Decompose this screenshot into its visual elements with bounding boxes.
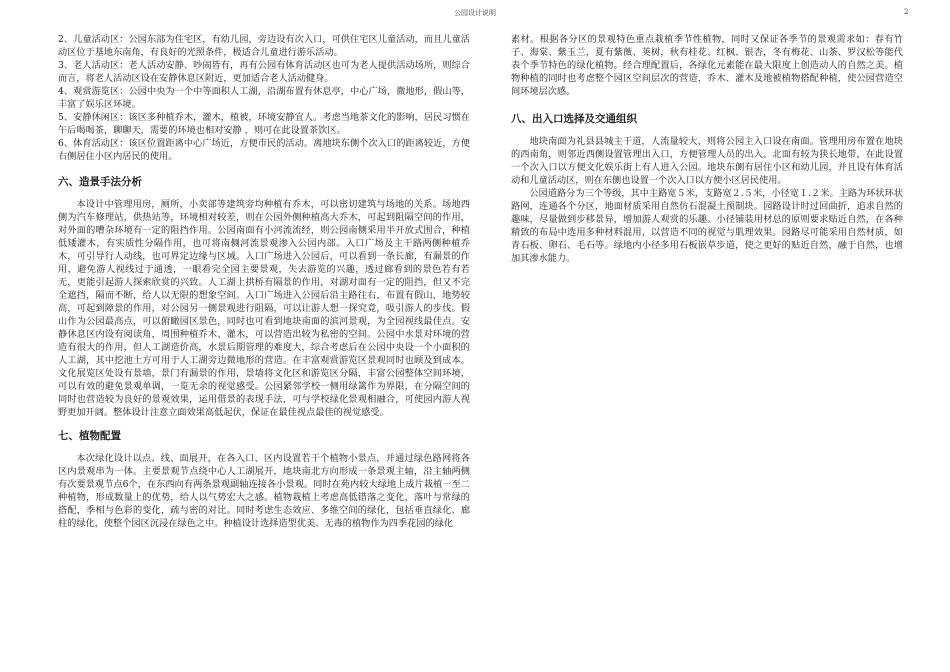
page-number: 2 xyxy=(904,8,909,16)
zone-item-sports: 6、体育活动区：该区位置距离中心广场近，方便市民的活动。离地块东侧个次入口的距离较近，方便右侧居住小区内居民的使用。 xyxy=(58,138,470,162)
section-body-road-system: 公园道路分为三个等级，其中主路宽５米，支路宽２.５米，小径宽１.２米。主路为环状环状路网，连通各个分区，地面材质采用自然仿石混凝土预制块。园路设计时过回曲折，追求自然的趣味，尽量做到步移景异，增加游人观赏的乐趣。小径铺装用材总的原则要求贴近自然，在各种精致的布局中选用多种材料混用，以营造不同的视觉与肌理效果。园路尽可能采用自然材质，如青石板、卵石、毛石等。绿地内小径多用石板嵌草步道，使之更好的贴近自然，融于自然，也增加其渗水能力。 xyxy=(511,188,903,264)
right-column xyxy=(511,33,903,265)
section-body-entrances: 地块南面为礼县县城主干道，人流量较大，则将公园主入口设在南面。管理用房布置在地块的西南角，则邻近西侧设置管理出入口，方便管理人员的出入。北面有较为狭长地带，在此设置一个次入口以方便文化娱乐街上有人进入公园。地块东侧有居住小区和幼儿园，并且设有体育活动和儿童活动区，则在东侧也设置一个次入口以方便小区居民使用。 xyxy=(511,136,903,186)
section-heading-landscaping-techniques: 六、造景手法分析 xyxy=(58,176,142,188)
page-header-title: 公园设计说明 xyxy=(454,9,496,17)
zone-item-elderly: 3、老人活动区：老人活动安静、吵闹皆有，再有公园有体育活动区也可为老人提供活动场所，则综合而言，将老人活动区设在安静休息区附近，更加适合老人活动健身。 xyxy=(58,60,470,84)
section-body-plant-configuration-continued: 素材。根据各分区的景观特色重点栽植季节性植物，同时又保证各季节的景观需求如：春有竹子、海棠、紫玉兰，夏有紫薇、荚树，秋有桂花、红枫、银杏，冬有梅花、山茶、罗汉松等能代表个季节特色的绿化植物。经合理配置后，各绿化元素能在最大限度上创造动人的自然之美。植物种植的同时也考虑整个园区空间层次的营造，乔木、灌木及地被植物搭配种植，使公园营造空间环境层次感。 xyxy=(511,34,903,97)
section-heading-plant-configuration: 七、植物配置 xyxy=(58,430,121,442)
zone-item-sightseeing: 4、观赏游览区：公园中央为一个中等面积人工湖，沿湖布置有休息亭，中心广场，微地形，假山等，丰富了娱乐区环境。 xyxy=(58,86,470,110)
section-body-landscaping-techniques: 本设计中管理用房，厕所，小卖部等建筑旁均种植有乔木，可以密切建筑与场地的关系。场地西侧为汽车修理站，供热站等，环境相对较差，则在公园外侧种植高大乔木，可起到阻隔空间的作用，对外面的嘈杂环境有一定的阻挡作用。公园南面有小河流流经，则公园南侧采用半开放式围合，种植低矮灌木，有实质性分隔作用，也可将南侧河流景观渗入公园内部。入口广场及主干路两侧种植乔木，可引导行人动线，也可界定边缘与区域。入口广场进入公园后，可以看到一条长廊，有漏景的作用，避免游人视线过于通透，一眼看完全园主要景观，失去游览的兴趣，透过廊看到的景色若有若无，更能引起游人探索欣赏的兴致。人工湖上拱桥有隔景的作用，对湖对面有一定的阻挡，但又不完全遮挡，隔而不断，给人以无限的想象空间。入口广场进入公园后沿主路往右，布置有假山，地势较高，可起到障景的作用，对公园另一侧景观进行阻隔，可以让游人想一探究竟，吸引游人的步伐。假山作为公园最高点，可以俯瞰园区景色，同时也可看到地块南面的滨河景观，为全园视线最佳点。安静休息区内设有阅读角，周围种植乔木、灌木，可以营造出较为私密的空间。公园中水景对环境的营造有很大的作用，但人工湖造价高，水景后期管理的难度大，综合考虑后在公园中央设一个小面积的人工湖，其中挖池土方可用于人工湖旁边微地形的营造。在丰富观赏游览区景观同时也顾及到成本。文化展览区处设有景墙，景门有漏景的作用，景墙将文化区和游览区分隔，丰富公园整体空间环境，可以有效的避免景观单调，一览无余的视觉感受。公园紧邻学校一侧用绿篱作为界限，在分隔空间的同时也营造较为良好的景观效果，运用借景的表现手法，可与学校绿化景观相融合，可使园内游人视野更加开阔。整体设计注意立面效果高低起伏，保证在最佳视点最佳的视觉感受。 xyxy=(58,199,470,418)
zone-item-quiet-leisure: 5、安静休闲区：该区多种植乔木，灌木，植被，环境安静宜人。考虑当地茶文化的影响，居民习惯在午后喝喝茶，聊聊天，需要的环境也相对安静 ，则可在此设置茶饮区。 xyxy=(58,112,470,136)
left-column xyxy=(58,33,470,530)
zone-item-children: 2、儿童活动区：公园东部为住宅区，有幼儿园，旁边设有次入口，可供住宅区儿童活动，而且儿童活动区位于基地东南角，有良好的光照条件，极适合儿童进行游乐活动。 xyxy=(58,34,470,58)
section-heading-entrances-traffic: 八、出入口选择及交通组织 xyxy=(511,113,637,125)
section-body-plant-configuration: 本次绿化设计以点、线、面展开，在各入口、区内设置若干个植物小景点，并通过绿色路网将各区内景观串为一体。主要景观节点绕中心人工湖展开，地块南北方向形成一条景观主轴，沿主轴两侧有次要景观节点6个，在东西向有两条景观副轴连接各小景观。同时在苑内较大绿地上成片栽植一至二种植物，形成数量上的优势，给人以气势宏大之感。植物栽植上考虑高低错落之变化，落叶与常绿的搭配，季相与色彩的变化，疏与密的对比。同时考虑生态效应、多维空间的绿化，包括垂直绿化、廊柱的绿化，使整个园区沉浸在绿色之中。种植设计选择造型优美、无毒的植物作为四季花园的绿化 xyxy=(58,453,470,529)
